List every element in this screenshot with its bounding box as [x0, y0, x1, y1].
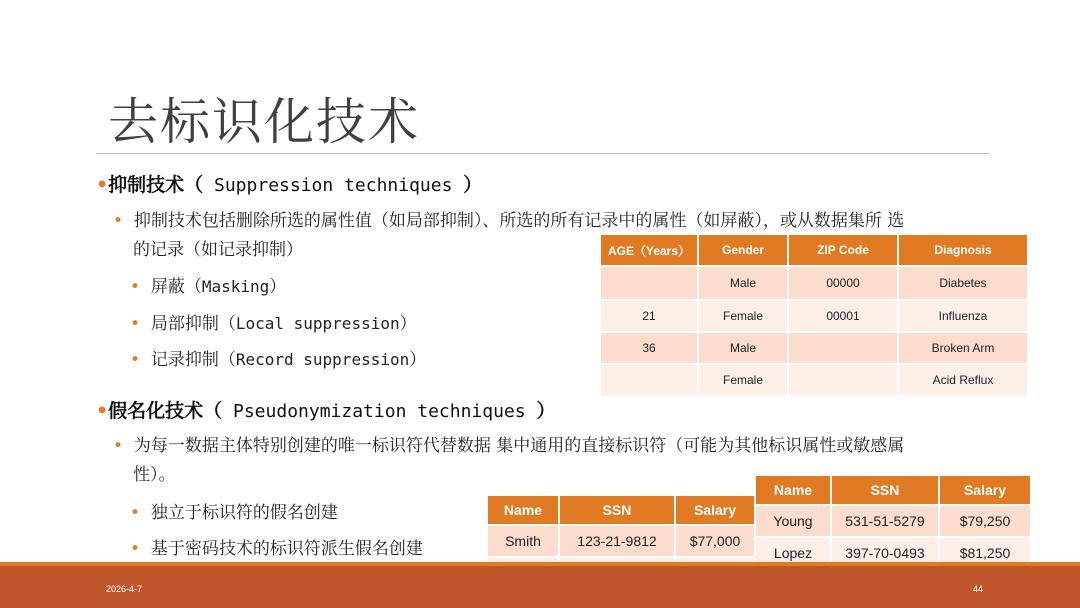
- item-label-end: ）: [409, 350, 427, 370]
- section2-desc-line1: 为每一数据主体特别创建的唯一标识符代替数据 集中通用的直接标识符（可能为其他标识属性或敏感属: [133, 436, 905, 456]
- table-header: ZIP Code: [788, 234, 898, 266]
- item-label-cn: 屏蔽（: [150, 277, 202, 297]
- section1-heading-end: ）: [463, 174, 483, 196]
- table-cell: 123-21-9812: [559, 525, 675, 557]
- bullet-dot-icon: •: [113, 436, 124, 456]
- section2-item-crypto: [130, 534, 423, 559]
- table-cell: [788, 332, 898, 364]
- item-label-en: Local suppression: [235, 314, 400, 333]
- table-cell: Lopez: [755, 537, 831, 569]
- table-cell: Smith: [487, 525, 559, 557]
- item-label-end: ）: [399, 314, 417, 334]
- section1-desc-line2: 的记录（如记录抑制）: [133, 240, 303, 260]
- item-label-cn: 记录抑制（: [150, 350, 236, 370]
- section1-item-local: [130, 309, 417, 334]
- bullet-dot-icon: •: [96, 400, 109, 422]
- section1-heading-cn: 抑制技术（: [108, 174, 204, 196]
- item-label-end: ）: [269, 277, 287, 297]
- pseudonym-table-pseudonymized: [754, 474, 1032, 570]
- slide-date: 2026-4-7: [106, 584, 143, 594]
- item-label-en: Record suppression: [235, 350, 410, 369]
- table-cell: Male: [698, 332, 788, 364]
- table-row: [487, 525, 755, 557]
- bullet-dot-icon: •: [130, 277, 141, 297]
- section2-desc: [113, 431, 904, 456]
- table-header-row: [600, 234, 1028, 266]
- table-cell: Female: [698, 364, 788, 396]
- table-header-row: [755, 475, 1031, 505]
- section2-heading-end: ）: [536, 400, 556, 422]
- table-cell: Diabetes: [898, 266, 1028, 300]
- section1-desc-line1: 抑制技术包括删除所选的属性值（如局部抑制）、所选的所有记录中的属性（如屏蔽），或从数据集所 选: [133, 211, 905, 231]
- section1-item-record: [130, 345, 426, 370]
- table-cell: 397-70-0493: [831, 537, 939, 569]
- section1-item-masking: [130, 272, 286, 297]
- suppression-table: [599, 233, 1029, 397]
- table-row: [600, 266, 1028, 300]
- section1-heading: [96, 170, 482, 197]
- bullet-dot-icon: •: [130, 503, 141, 523]
- table-cell: [788, 364, 898, 396]
- table-header: Salary: [939, 475, 1031, 505]
- table-header: SSN: [559, 495, 675, 525]
- table-cell: 00000: [788, 266, 898, 300]
- table-cell: 531-51-5279: [831, 505, 939, 537]
- table-cell: Male: [698, 266, 788, 300]
- table-cell: Acid Reflux: [898, 364, 1028, 396]
- table-row: [600, 300, 1028, 332]
- table-cell: Young: [755, 505, 831, 537]
- section2-desc-line2: 性）。: [133, 465, 176, 485]
- bullet-dot-icon: •: [96, 174, 109, 196]
- item-label: 基于密码技术的标识符派生假名创建: [150, 539, 423, 559]
- table-header: SSN: [831, 475, 939, 505]
- table-header: Gender: [698, 234, 788, 266]
- title-divider: [96, 153, 989, 154]
- section2-item-independent: [130, 498, 338, 523]
- section1-desc: [113, 206, 904, 231]
- table-cell: 21: [600, 300, 698, 332]
- bullet-dot-icon: •: [130, 314, 141, 334]
- table-cell: Influenza: [898, 300, 1028, 332]
- table-header: AGE（Years）: [600, 234, 698, 266]
- slide-title: 去标识化技术: [108, 93, 420, 151]
- slide-footer: [0, 566, 1080, 608]
- section2-heading: [96, 396, 555, 423]
- table-cell: 00001: [788, 300, 898, 332]
- table-cell: $77,000: [675, 525, 755, 557]
- table-header: Name: [487, 495, 559, 525]
- table-cell: [600, 266, 698, 300]
- table-cell: Female: [698, 300, 788, 332]
- item-label-cn: 局部抑制（: [150, 314, 236, 334]
- section2-heading-cn: 假名化技术（: [108, 400, 223, 422]
- table-header-row: [487, 495, 755, 525]
- table-cell: $79,250: [939, 505, 1031, 537]
- table-cell: $81,250: [939, 537, 1031, 569]
- section2-heading-en: Pseudonymization techniques: [222, 401, 537, 422]
- table-cell: Broken Arm: [898, 332, 1028, 364]
- table-row: [600, 332, 1028, 364]
- table-cell: [600, 364, 698, 396]
- bullet-dot-icon: •: [113, 211, 124, 231]
- table-row: [755, 505, 1031, 537]
- bullet-dot-icon: •: [130, 539, 141, 559]
- item-label-en: Masking: [201, 277, 270, 296]
- table-row: [600, 364, 1028, 396]
- table-header: Diagnosis: [898, 234, 1028, 266]
- table-header: Name: [755, 475, 831, 505]
- item-label: 独立于标识符的假名创建: [150, 503, 338, 523]
- table-cell: 36: [600, 332, 698, 364]
- bullet-dot-icon: •: [130, 350, 141, 370]
- section1-heading-en: Suppression techniques: [203, 175, 464, 196]
- slide-page-number: 44: [973, 584, 984, 594]
- table-header: Salary: [675, 495, 755, 525]
